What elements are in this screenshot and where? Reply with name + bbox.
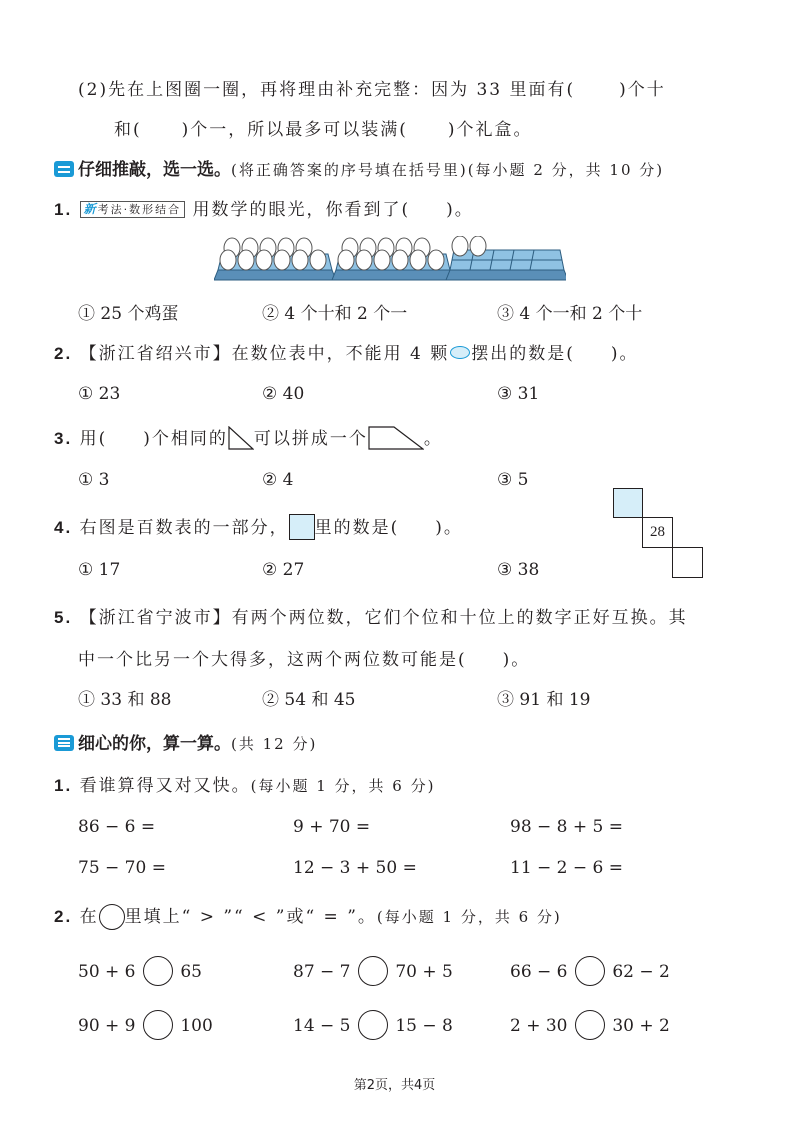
hundred-chart-cell-highlight [613,488,643,518]
compare-circle-input[interactable] [143,956,173,986]
option-3[interactable]: ③ 5 [497,470,529,490]
egg-tray-full [214,238,336,280]
s3-q2: 2. 在 里填上“ > ”“ < ”或“ = ”。(每小题 1 分，共 6 分) [54,904,562,930]
option-1[interactable]: ① 17 [78,560,121,580]
egg-trays-image [214,236,566,286]
s2-q5-line2: 中一个比另一个大得多，这两个两位数可能是( )。 [78,650,531,670]
blue-box-icon [289,514,315,540]
hundred-chart-fragment [613,488,705,580]
page-number: 第2页，共4页 [353,1078,436,1093]
compare-circle-input[interactable] [575,1010,605,1040]
calc-item[interactable]: 98 − 8 + 5 = [510,817,624,837]
egg-tray-partial [446,236,566,280]
section-three-icon [54,735,74,751]
option-2[interactable]: ② 27 [262,560,305,580]
compare-item: 50 + 6 65 [78,956,202,986]
s2-q3: 3. 用( )个相同的 可以拼成一个 。 [54,426,443,451]
exam-style-badge: 新考法·数形结合 [80,201,186,218]
compare-circle-input[interactable] [143,1010,173,1040]
bead-icon [450,346,470,359]
compare-item: 14 − 5 15 − 8 [293,1010,453,1040]
compare-circle-input[interactable] [358,1010,388,1040]
option-1[interactable]: ① 33 和 88 [78,690,172,710]
option-1[interactable]: ① 25 个鸡蛋 [78,304,179,324]
triangle-shape-icon [228,426,254,450]
q2-line1: (2)先在上图圈一圈，再将理由补充完整：因为 33 里面有( )个十 [78,80,666,100]
option-3[interactable]: ③ 4 个一和 2 个十 [497,304,643,324]
option-3[interactable]: ③ 38 [497,560,540,580]
compare-circle-input[interactable] [575,956,605,986]
section3-header: 细心的你，算一算。(共 12 分) [54,732,317,756]
s2-q4: 4. 右图是百数表的一部分， 里的数是( )。 [54,514,463,540]
option-1[interactable]: ① 23 [78,384,121,404]
trapezoid-shape-icon [368,426,424,450]
s2-q1: 1. 新考法·数形结合 用数学的眼光，你看到了( )。 [54,200,474,220]
option-2[interactable]: ② 4 [262,470,294,490]
option-2[interactable]: ② 54 和 45 [262,690,356,710]
hundred-chart-cell: 28 [642,517,673,548]
calc-item[interactable]: 75 − 70 = [78,858,166,878]
s2-q5: 5. 【浙江省宁波市】有两个两位数，它们个位和十位上的数字正好互换。其 [54,608,688,628]
compare-item: 66 − 6 62 − 2 [510,956,670,986]
s2-q2: 2. 【浙江省绍兴市】在数位表中，不能用 4 颗 摆出的数是( )。 [54,344,639,364]
option-3[interactable]: ③ 91 和 19 [497,690,591,710]
compare-item: 87 − 7 70 + 5 [293,956,453,986]
compare-item: 2 + 30 30 + 2 [510,1010,670,1040]
option-3[interactable]: ③ 31 [497,384,540,404]
hundred-chart-cell [672,547,703,578]
option-2[interactable]: ② 4 个十和 2 个一 [262,304,408,324]
section2-header: 仔细推敲，选一选。(将正确答案的序号填在括号里)(每小题 2 分，共 10 分) [54,158,664,182]
circle-blank-icon [99,904,125,930]
egg-tray-full [332,238,454,280]
calc-item[interactable]: 86 − 6 = [78,817,156,837]
q2-line2: 和( )个一，所以最多可以装满( )个礼盒。 [114,120,533,140]
calc-item[interactable]: 12 − 3 + 50 = [293,858,417,878]
compare-item: 90 + 9 100 [78,1010,213,1040]
calc-item[interactable]: 11 − 2 − 6 = [510,858,624,878]
calc-item[interactable]: 9 + 70 = [293,817,371,837]
option-1[interactable]: ① 3 [78,470,110,490]
s3-q1: 1. 看谁算得又对又快。(每小题 1 分，共 6 分) [54,776,436,796]
option-2[interactable]: ② 40 [262,384,305,404]
section-two-icon [54,161,74,177]
compare-circle-input[interactable] [358,956,388,986]
